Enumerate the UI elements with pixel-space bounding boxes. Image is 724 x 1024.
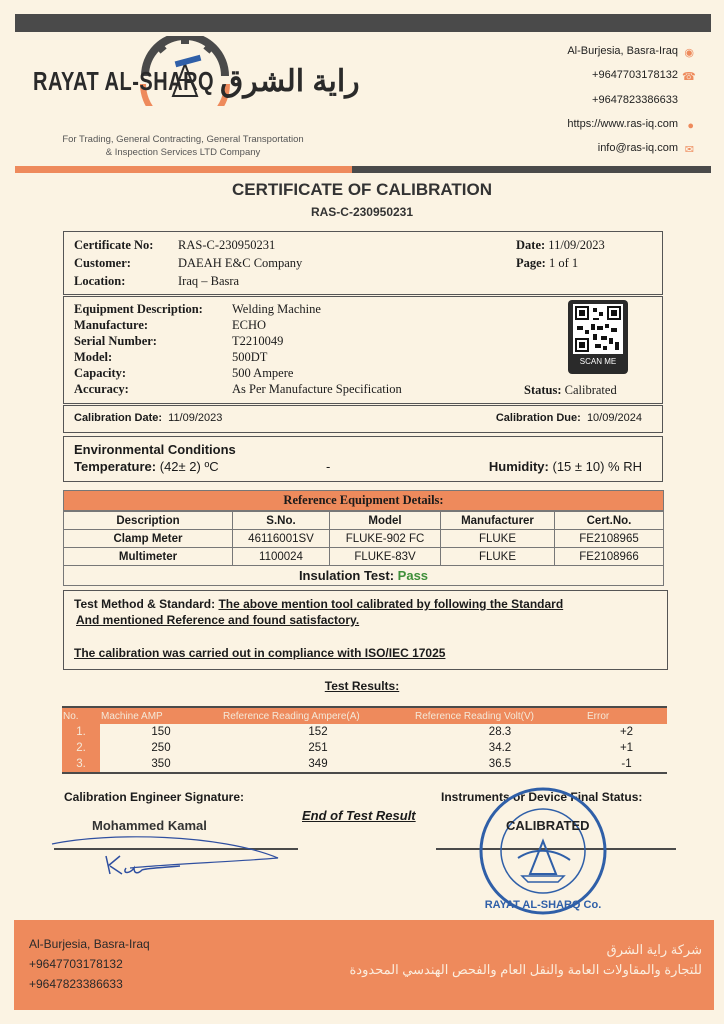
- contact-email: info@ras-iq.com ✉: [597, 142, 694, 156]
- insulation-result: Pass: [397, 568, 429, 583]
- results-header-row: No. Machine AMP Reference Reading Ampere(A) Reference Reading Volt(V) Error: [62, 708, 667, 724]
- scan-me-label: SCAN ME: [579, 357, 617, 366]
- qr-code[interactable]: [568, 300, 628, 374]
- contact-phone-2: +9647823386633: [592, 94, 678, 106]
- table-row: 1. 150 152 28.3 +2: [62, 724, 667, 740]
- ref-header-description: Description: [64, 512, 233, 530]
- footer-company-ar: شركة راية الشرق: [606, 942, 702, 957]
- calibration-date: 11/09/2023: [168, 412, 223, 424]
- tagline-line-1: For Trading, General Contracting, General Transportation: [62, 134, 304, 145]
- globe-icon: ●: [687, 120, 694, 132]
- method-line-2: And mentioned Reference and found satisfactory.: [76, 613, 360, 627]
- model: 500DT: [232, 350, 268, 364]
- temperature-dash: -: [326, 459, 331, 474]
- location-pin-icon: ◉: [684, 47, 694, 59]
- envelope-icon: ✉: [684, 144, 694, 156]
- certificate-number: RAS-C-230950231: [178, 238, 276, 252]
- environment-title: Environmental Conditions: [74, 442, 236, 457]
- certificate-title: CERTIFICATE OF CALIBRATION: [231, 180, 492, 199]
- table-row: 2. 250 251 34.2 +1: [62, 740, 667, 756]
- top-bar: [15, 14, 711, 32]
- table-row: Clamp Meter 46116001SV FLUKE-902 FC FLUKE FE2108965: [64, 530, 664, 548]
- footer-tagline-ar: للتجارة والمقاولات العامة والنقل العام والفحص الهندسي المحدودة: [349, 962, 702, 977]
- end-of-test-result: End of Test Result: [302, 808, 416, 823]
- capacity: 500 Ampere: [232, 366, 294, 380]
- customer-name: DAEAH E&C Company: [178, 256, 303, 270]
- accuracy: As Per Manufacture Specification: [232, 382, 402, 396]
- ref-header-certno: Cert.No.: [555, 512, 664, 530]
- calibration-dates-box: Calibration Date: 11/09/2023 Calibration Due: 10/09/2024: [63, 405, 663, 433]
- manufacture: ECHO: [232, 318, 267, 332]
- environment-box: Environmental Conditions Temperature: (42± 2) ºC - Humidity: (15 ± 10) % RH: [63, 436, 663, 482]
- test-method-box: [63, 590, 668, 670]
- certificate-date: 11/09/2023: [548, 238, 605, 252]
- phone-icon: ☎: [682, 71, 696, 83]
- company-name-ar: راية الشرق: [220, 65, 360, 98]
- contact-website: https://www.ras-iq.com ●: [567, 118, 694, 132]
- status: Status: Calibrated: [524, 383, 617, 397]
- ref-header-model: Model: [330, 512, 441, 530]
- reference-title: Reference Equipment Details:: [63, 490, 664, 511]
- stamp-text: RAYAT AL-SHARQ Co.: [484, 899, 602, 911]
- engineer-name: Mohammed Kamal: [92, 818, 207, 833]
- insulation-test: Insulation Test: Pass: [64, 566, 664, 586]
- equipment-description: Welding Machine: [232, 302, 321, 316]
- contact-address: Al-Burjesia, Basra-Iraq ◉: [567, 45, 694, 59]
- handwritten-signature: [50, 828, 290, 880]
- divider-dark: [352, 166, 711, 173]
- table-row: Multimeter 1100024 FLUKE-83V FLUKE FE2108966: [64, 548, 664, 566]
- ref-header-manufacturer: Manufacturer: [441, 512, 555, 530]
- calibration-due: 10/09/2024: [586, 412, 642, 424]
- method-line-3: The calibration was carried out in compliance with ISO/IEC 17025: [74, 646, 446, 660]
- company-tagline: [33, 133, 333, 159]
- serial-number: T2210049: [232, 334, 284, 348]
- table-row: 3. 350 349 36.5 -1: [62, 756, 667, 772]
- test-results-table: [62, 706, 667, 774]
- status-value: Calibrated: [564, 383, 617, 397]
- reference-equipment: [63, 490, 664, 586]
- footer-phone-1: +9647703178132: [29, 957, 123, 971]
- page-number: 1 of 1: [548, 256, 579, 270]
- footer-address: Al-Burjesia, Basra-Iraq: [29, 937, 150, 951]
- ref-header-sno: S.No.: [233, 512, 330, 530]
- certificate-number-heading: RAS-C-230950231: [310, 205, 414, 219]
- tagline-line-2: & Inspection Services LTD Company: [105, 147, 261, 158]
- company-stamp: [478, 786, 608, 916]
- equipment-box: Equipment Description: Welding Machine Manufacture: ECHO Serial Number: T2210049 Model: 500DT Capacity: 500 Ampere Accuracy: As Per Manufacture Specification SCAN ME Status: Calibrated: [63, 296, 663, 404]
- method-label: Test Method & Standard:: [74, 597, 216, 611]
- divider-accent: [15, 166, 355, 173]
- reference-table: [63, 511, 664, 586]
- final-status-value: CALIBRATED: [506, 818, 590, 833]
- humidity: (15 ± 10) % RH: [552, 459, 642, 474]
- footer-phone-2: +9647823386633: [29, 977, 123, 991]
- footer: [14, 920, 714, 1010]
- method-line-1: The above mention tool calibrated by following the Standard: [218, 597, 564, 611]
- final-status-label: Instruments or Device Final Status:: [441, 790, 643, 804]
- contact-phone-1: +9647703178132 ☎: [592, 69, 696, 83]
- company-name-en: RAYAT AL-SHARQ: [33, 68, 215, 97]
- location: Iraq – Basra: [178, 274, 240, 288]
- certificate-info-box: Certificate No: RAS-C-230950231 Customer: DAEAH E&C Company Location: Iraq – Basra Date: 11/09/2023 Page: 1 of 1: [63, 231, 663, 295]
- temperature: (42± 2) ºC: [159, 459, 219, 474]
- engineer-signature-label: Calibration Engineer Signature:: [64, 790, 245, 804]
- test-results-title: Test Results:: [324, 679, 400, 693]
